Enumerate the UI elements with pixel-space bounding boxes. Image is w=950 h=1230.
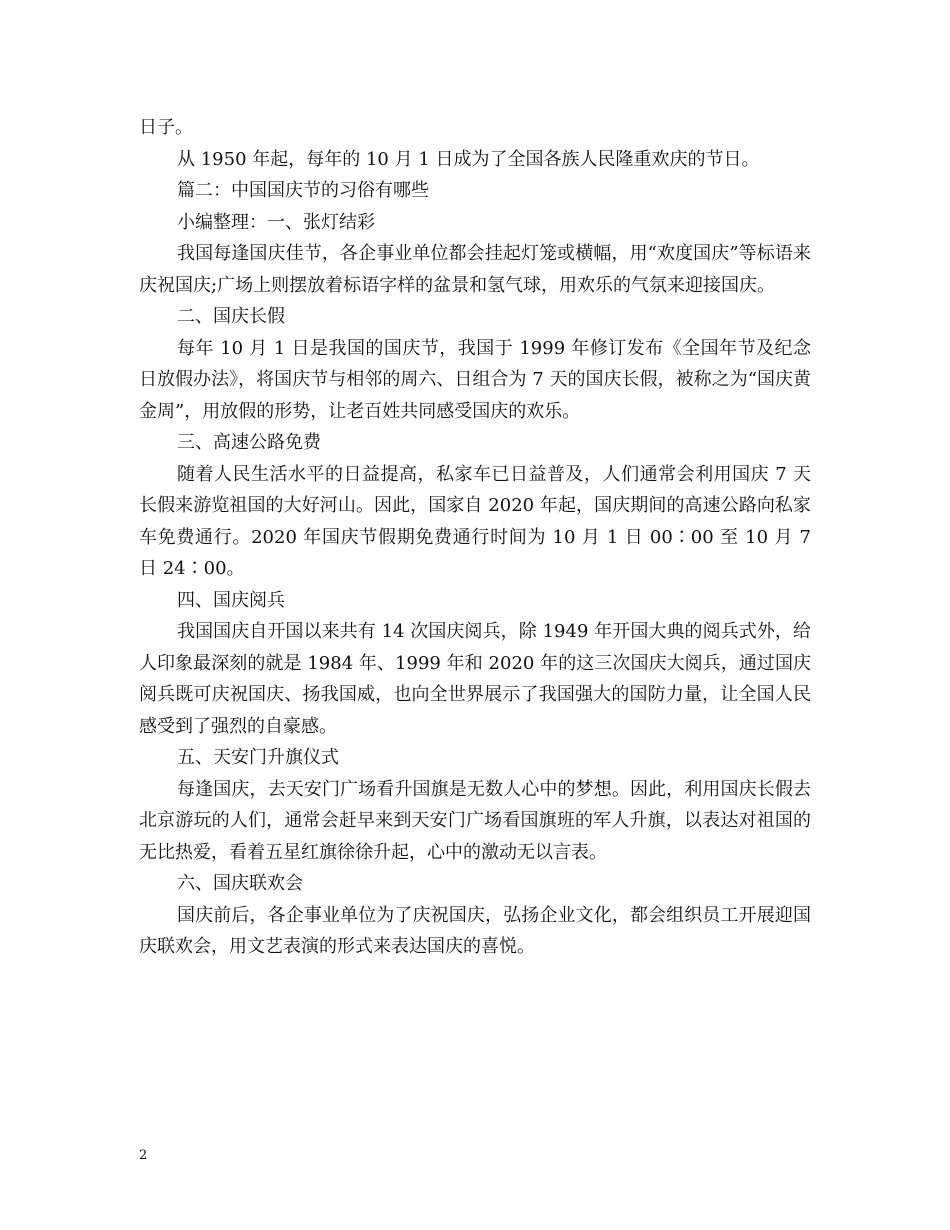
paragraph-highway: 随着人民生活水平的日益提高，私家车已日益普及，人们通常会利用国庆 7 天长假来游览祖国的大好河山。因此，国家自 2020 年起，国庆期间的高速公路向私家车免费通行。2020 年国庆节假期免费通行时间为 10 月 1 日 00∶00 至 10 月 7 日 24∶00。 bbox=[139, 463, 811, 579]
paragraph-gala: 国庆前后，各企事业单位为了庆祝国庆，弘扬企业文化，都会组织员工开展迎国庆联欢会，用文艺表演的形式来表达国庆的喜悦。 bbox=[139, 904, 811, 957]
document-body bbox=[139, 112, 811, 963]
subheading-lanterns: 小编整理：一、张灯结彩 bbox=[177, 211, 375, 233]
paragraph-lanterns: 我国每逢国庆佳节，各企事业单位都会挂起灯笼或横幅，用“欢度国庆”等标语来庆祝国庆;广场上则摆放着标语字样的盆景和氢气球，用欢乐的气氛来迎接国庆。 bbox=[139, 243, 811, 296]
paragraph-continuation: 日子。 bbox=[139, 117, 193, 138]
paragraph-holiday: 每年 10 月 1 日是我国的国庆节，我国于 1999 年修订发布《全国年节及纪念日放假办法》，将国庆节与相邻的周六、日组合为 7 天的国庆长假，被称之为“国庆黄金周”，用放假的形势，让老百姓共同感受国庆的欢乐。 bbox=[139, 337, 811, 422]
section-heading-customs: 篇二：中国国庆节的习俗有哪些 bbox=[177, 180, 429, 201]
subheading-gala: 六、国庆联欢会 bbox=[177, 873, 303, 894]
paragraph-parade: 我国国庆自开国以来共有 14 次国庆阅兵，除 1949 年开国大典的阅兵式外，给人印象最深刻的就是 1984 年、1999 年和 2020 年的这三次国庆大阅兵，通过国庆阅兵既可庆祝国庆、扬我国威，也向全世界展示了我国强大的国防力量，让全国人民感受到了强烈的自豪感。 bbox=[139, 621, 811, 737]
subheading-parade: 四、国庆阅兵 bbox=[177, 589, 285, 611]
paragraph-1950: 从 1950 年起，每年的 10 月 1 日成为了全国各族人民隆重欢庆的节日。 bbox=[177, 148, 760, 170]
subheading-holiday: 二、国庆长假 bbox=[177, 306, 285, 327]
subheading-highway: 三、高速公路免费 bbox=[177, 432, 321, 453]
paragraph-flag-raising: 每逢国庆，去天安门广场看升国旗是无数人心中的梦想。因此，利用国庆长假去北京游玩的人们，通常会赶早来到天安门广场看国旗班的军人升旗，以表达对祖国的无比热爱，看着五星红旗徐徐升起，心中的激动无以言表。 bbox=[139, 778, 811, 863]
subheading-flag-raising: 五、天安门升旗仪式 bbox=[177, 747, 339, 768]
page-number: 2 bbox=[139, 1148, 148, 1163]
